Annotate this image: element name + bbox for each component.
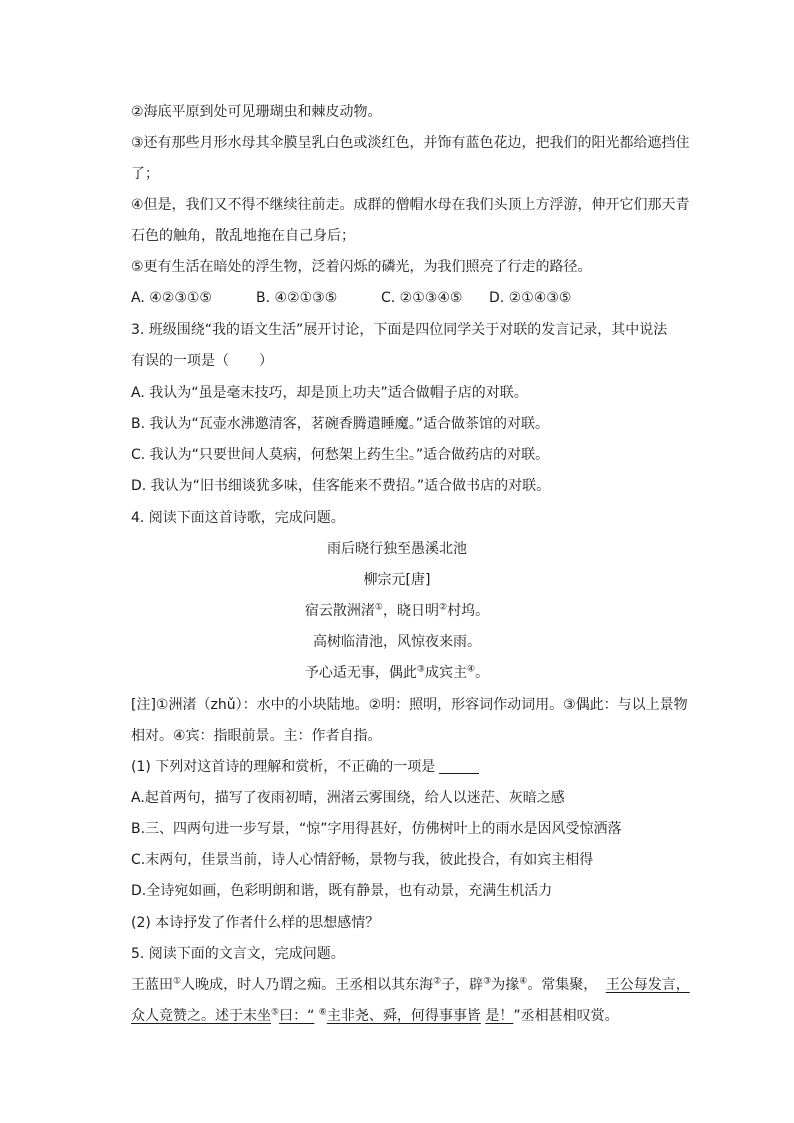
- passage-line-2: 众人竞赞之。述于末坐⑤曰：“ ⑥主非尧、舜，何得事事皆 是！”丞相甚相叹赏。: [131, 1007, 619, 1024]
- passage-line-1: 王蓝田①人晚成，时人乃谓之痴。王丞相以其东海②子，辟③为掾④。常集聚， 王公每发言，: [131, 976, 690, 993]
- poem-notes-cont: 相对。④宾：指眼前景。主：作者自指。: [131, 728, 382, 744]
- q4-sub2: (2) 本诗抒发了作者什么样的思想感情？: [131, 915, 380, 931]
- underlined-sentence: 王公每发言，: [605, 977, 690, 993]
- sentence-2: ②海底平原到处可见珊瑚虫和棘皮动物。: [131, 104, 382, 120]
- q4-option-b: B.三、四两句进一步写景，“惊”字用得甚好，仿佛树叶上的雨水是因风受惊洒落: [131, 821, 622, 837]
- q5-stem: 5. 阅读下面的文言文，完成问题。: [131, 946, 345, 962]
- sentence-4-cont: 石色的触角，散乱地拖在自己身后；: [131, 228, 355, 244]
- poem-line-2: 高树临清池，风惊夜来雨。: [313, 634, 481, 650]
- q3-stem-cont: 有误的一项是（ ）: [131, 353, 273, 369]
- q2-option-c: C. ②①③④⑤: [381, 290, 463, 306]
- q3-option-d: D. 我认为“旧书细谈犹多味，佳客能来不费招。”适合做书店的对联。: [131, 478, 551, 494]
- sentence-5: ⑤更有生活在暗处的浮生物，泛着闪烁的磷光，为我们照亮了行走的路径。: [131, 259, 592, 275]
- q4-option-a: A.起首两句，描写了夜雨初晴，洲渚云雾围绕，给人以迷茫、灰暗之感: [131, 790, 565, 806]
- q2-option-d: D. ②①④③⑤: [489, 290, 572, 306]
- poem-line-1: 宿云散洲渚①，晓日明②村坞。: [304, 602, 490, 619]
- q4-stem: 4. 阅读下面这首诗歌，完成问题。: [131, 510, 345, 526]
- q2-options: [131, 288, 711, 308]
- answer-blank: [439, 759, 479, 774]
- q4-sub1: (1) 下列对这首诗的理解和赏析，不正确的一项是: [131, 757, 711, 777]
- q2-option-b: B. ④②①③⑤: [256, 290, 338, 306]
- poem-title: 雨后晓行独至愚溪北池: [327, 541, 467, 557]
- poem-author: 柳宗元[唐]: [363, 572, 431, 588]
- q4-option-d: D.全诗宛如画，色彩明朗和谐，既有静景，也有动景，充满生机活力: [131, 883, 553, 899]
- q3-stem: 3. 班级围绕“我的语文生活”展开讨论，下面是四位同学关于对联的发言记录，其中说法: [131, 322, 668, 338]
- q4-option-c: C.末两句，佳景当前，诗人心情舒畅，景物与我，彼此投合，有如宾主相得: [131, 852, 594, 868]
- q3-option-a: A. 我认为“虽是毫末技巧，却是顶上功夫”适合做帽子店的对联。: [131, 385, 528, 401]
- sentence-3-cont: 了；: [131, 166, 159, 182]
- q3-option-b: B. 我认为“瓦壶水沸邀清客，茗碗香腾遣睡魔。”适合做茶馆的对联。: [131, 416, 550, 432]
- q2-option-a: A. ④②③①⑤: [131, 290, 212, 306]
- sentence-3: ③还有那些月形水母其伞膜呈乳白色或淡红色，并饰有蓝色花边，把我们的阳光都给遮挡住: [131, 135, 690, 151]
- q3-option-c: C. 我认为“只要世间人莫病，何愁架上药生尘。”适合做药店的对联。: [131, 447, 550, 463]
- poem-notes: [注]①洲渚（zhǔ）：水中的小块陆地。②明：照明，形容词作动词用。③偶此：与以上景物: [131, 697, 688, 713]
- poem-line-3: 予心适无事，偶此③成宾主④。: [304, 664, 490, 681]
- sentence-4: ④但是，我们又不得不继续往前走。成群的僧帽水母在我们头顶上方浮游，伸开它们那天青: [131, 197, 690, 213]
